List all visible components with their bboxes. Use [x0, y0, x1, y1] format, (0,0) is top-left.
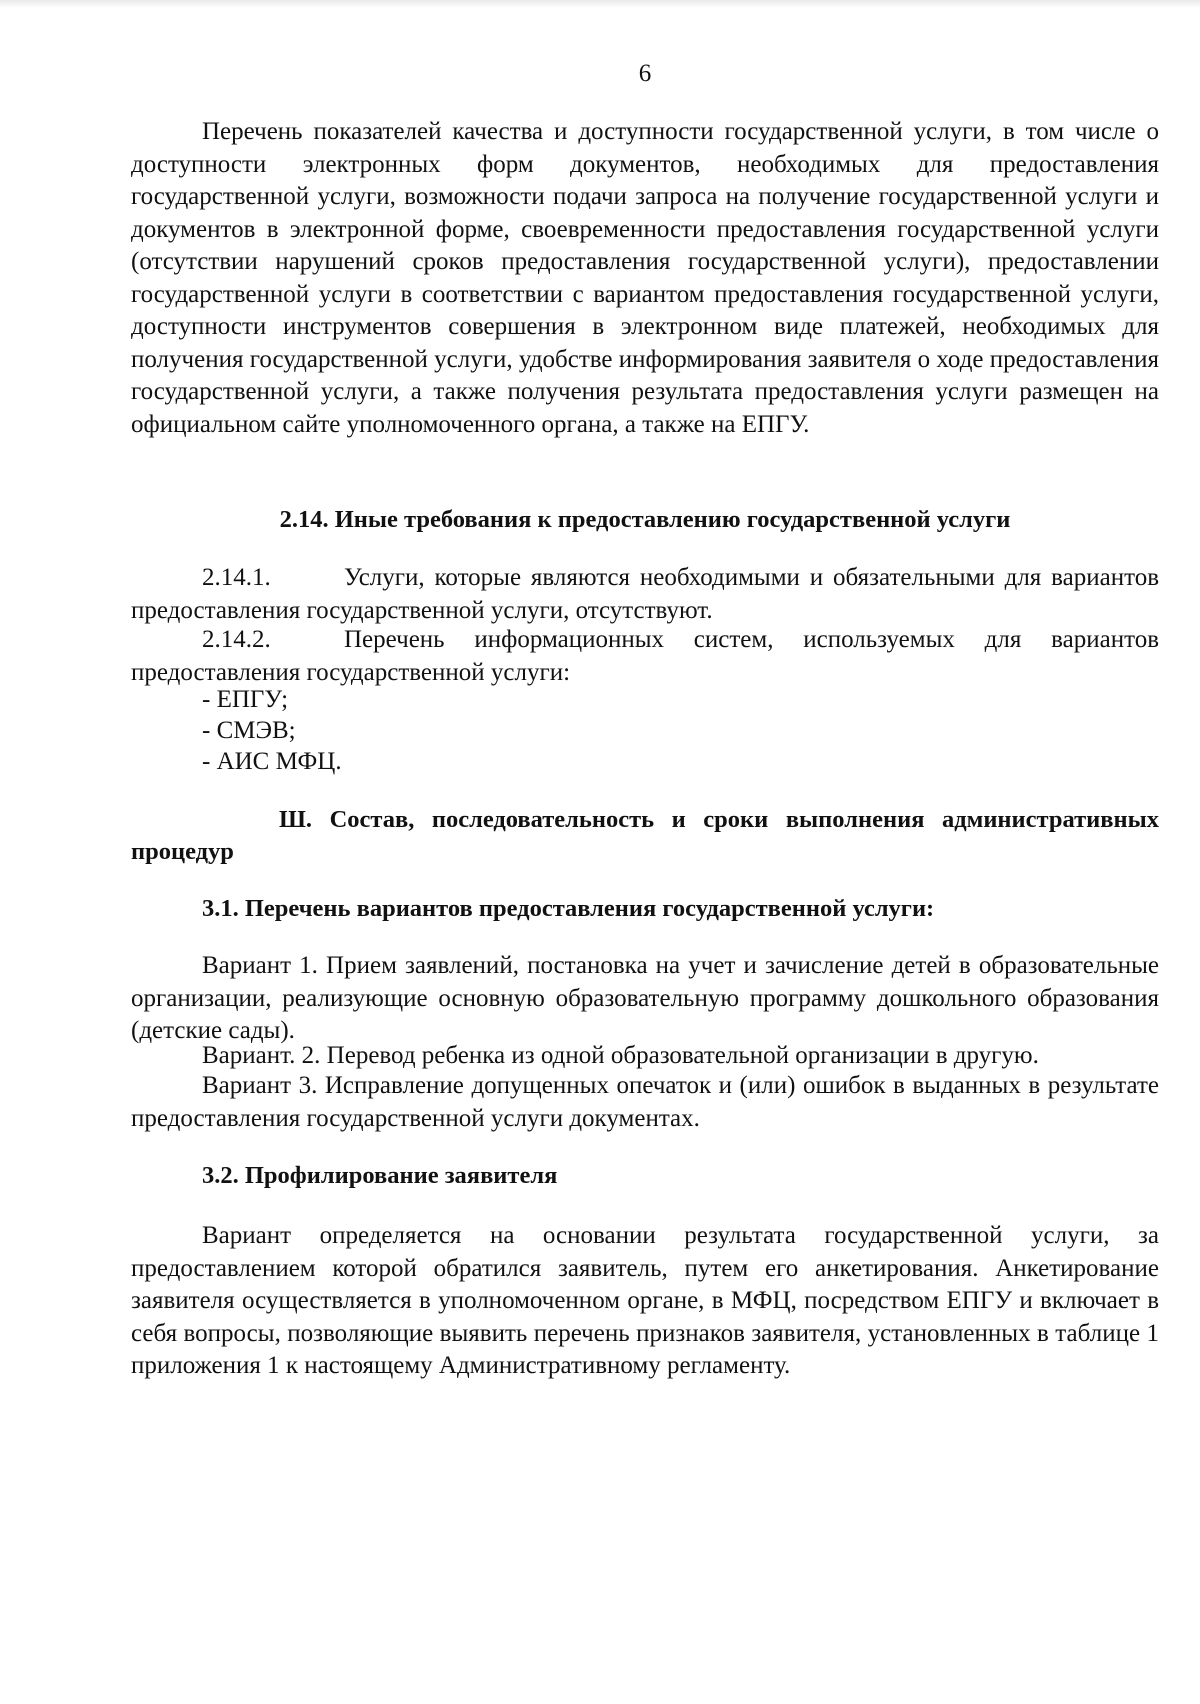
item-2-14-2-number: 2.14.2.: [202, 626, 271, 653]
section-3-2-heading: 3.2. Профилирование заявителя: [202, 1162, 558, 1189]
system-item-epgu: - ЕПГУ;: [202, 686, 289, 713]
section-2-14-heading: 2.14. Иные требования к предоставлению государственной услуги: [279, 506, 1011, 533]
system-item-ais-mfc: - АИС МФЦ.: [202, 748, 342, 775]
item-2-14-2: [131, 624, 1159, 689]
item-2-14-1-text: Услуги, которые являются необходимыми и обязательными для вариантов предоставления государственной услуги, отсутствуют.: [131, 564, 1159, 624]
item-2-14-1: [131, 562, 1159, 627]
quality-indicators-paragraph: Перечень показателей качества и доступности государственной услуги, в том числе о доступности электронных форм документов, необходимых для предоставления государственной услуги, возможности подачи запроса на получение государственной услуги и документов в электронной форме, своевременности предоставления государственной услуги (отсутствии нарушений сроков предоставления государственной услуги), предоставлении государственной услуги в соответствии с вариантом предоставления государственной услуги, доступности инструментов совершения в электронном виде платежей, необходимых для получения государственной услуги, удобстве информирования заявителя о ходе предоставления государственной услуги, а также получения результата предоставления услуги размещен на официальном сайте уполномоченного органа, а также на ЕПГУ.: [131, 118, 1159, 438]
section-3-1-heading: 3.1. Перечень вариантов предоставления государственной услуги:: [202, 895, 935, 922]
item-2-14-1-number: 2.14.1.: [202, 564, 271, 591]
section-3-heading: Ш. Состав, последовательность и сроки выполнения административных процедур: [131, 806, 1159, 865]
system-item-smev: - СМЭВ;: [202, 717, 296, 744]
document-page: [131, 0, 1159, 1704]
item-2-14-2-text: Перечень информационных систем, используемых для вариантов предоставления государственной услуги:: [131, 626, 1159, 686]
variant-1-paragraph: Вариант 1. Прием заявлений, постановка на учет и зачисление детей в образовательные организации, реализующие основную образовательную программу дошкольного образования (детские сады).: [131, 952, 1159, 1044]
page-number: 6: [638, 60, 652, 87]
variant-3-paragraph: Вариант 3. Исправление допущенных опечаток и (или) ошибок в выданных в результате предоставления государственной услуги документах.: [131, 1072, 1159, 1132]
profiling-paragraph: Вариант определяется на основании результата государственной услуги, за предоставлением которой обратился заявитель, путем его анкетирования. Анкетирование заявителя осуществляется в уполномоченном органе, в МФЦ, посредством ЕПГУ и включает в себя вопросы, позволяющие выявить перечень признаков заявителя, установленных в таблице 1 приложения 1 к настоящему Административному регламенту.: [131, 1222, 1159, 1379]
variant-2-paragraph: Вариант. 2. Перевод ребенка из одной образовательной организации в другую.: [202, 1042, 1039, 1069]
